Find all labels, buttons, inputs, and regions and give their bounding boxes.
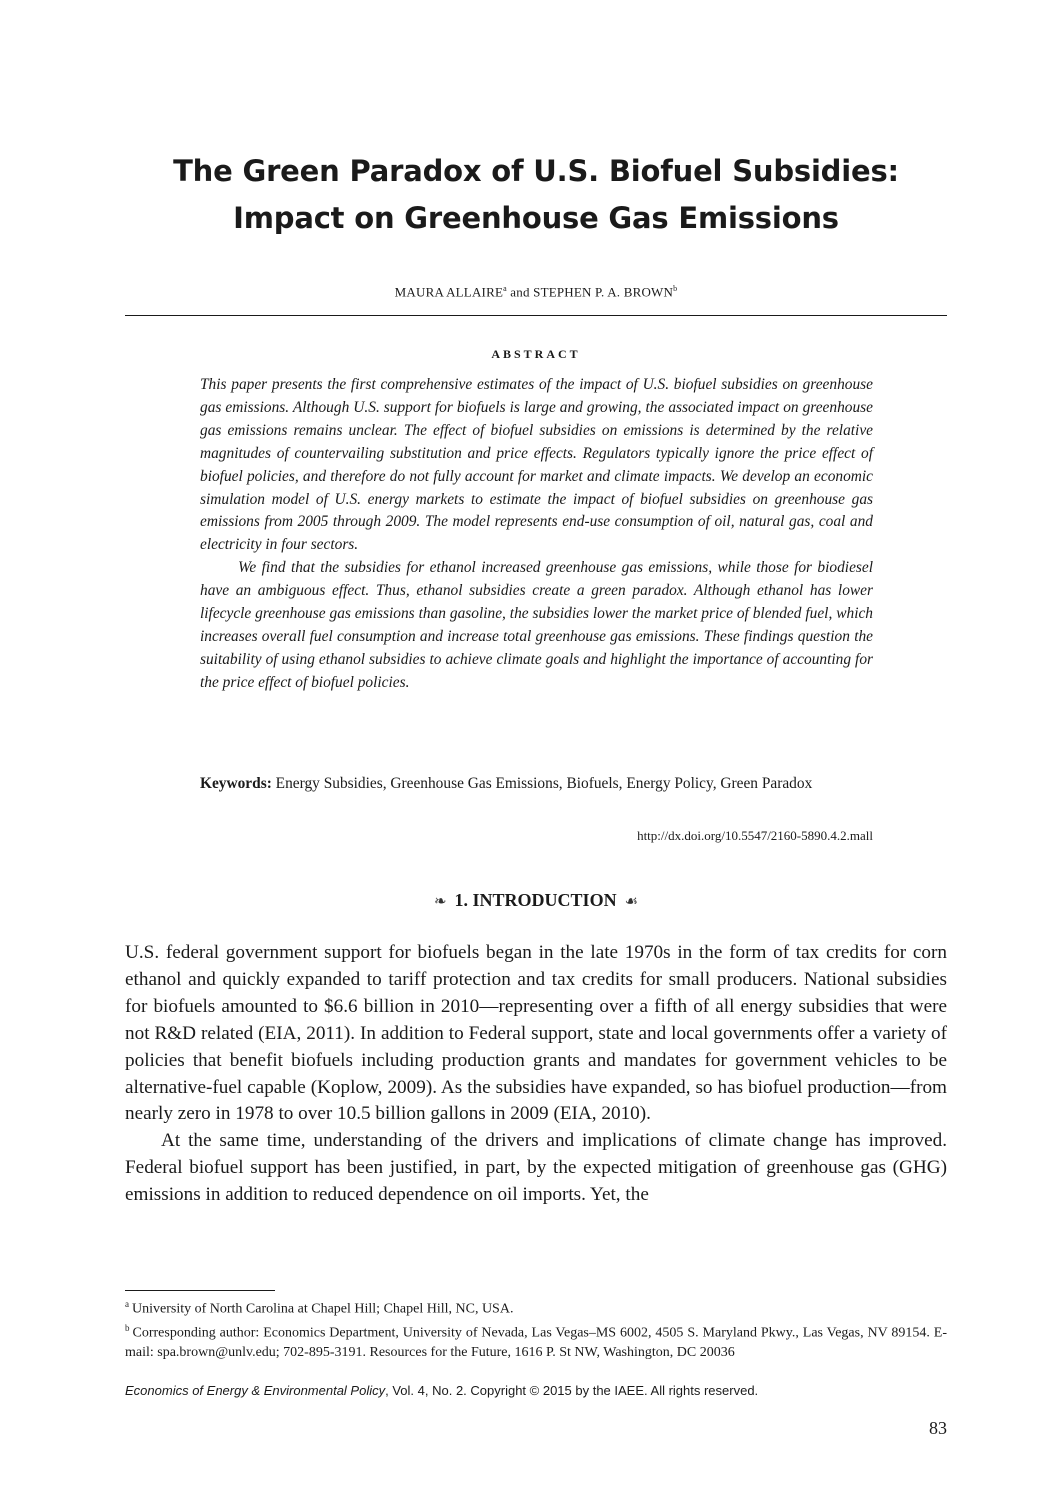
doi-link[interactable]: http://dx.doi.org/10.5547/2160-5890.4.2.mall [637,828,873,843]
footnote-b-text: Corresponding author: Economics Department, University of Nevada, Las Vegas–MS 6002, 4505 S. Maryland Pkwy., Las Vegas, NV 89154. E-mail: spa.brown@unlv.edu; 702-895-3191. Resources for the Future, 1616 P. St NW, Washington, DC 20036 [125,1325,947,1361]
keywords [200,773,873,795]
abstract-paragraph-2: We find that the subsidies for ethanol increased greenhouse gas emissions, while those for biodiesel have an ambiguous effect. Thus, ethanol subsidies create a green paradox. Although ethanol has lower lifecycle greenhouse gas emissions than gasoline, the subsidies lower the market price of blended fuel, which increases overall fuel consumption and increase total greenhouse gas emissions. These findings question the suitability of using ethanol subsidies to achieve climate goals and highlight the importance of accounting for the price effect of biofuel policies. [200,559,873,691]
author-2-affiliation-mark: b [673,284,678,293]
keywords-label: Keywords: [200,775,272,792]
intro-paragraph-2: At the same time, understanding of the drivers and implications of climate change has improved. Federal biofuel support has been justified, in part, by the expected mitigation of greenhouse gas (GHG) emissions in addition to reduced dependence on oil imports. Yet, the [125,1130,947,1206]
footnote-divider [125,1290,275,1291]
header-divider [125,315,947,316]
introduction-body [125,940,947,1209]
title-line-2: Impact on Greenhouse Gas Emissions [233,201,839,235]
author-line [125,284,947,300]
section-heading [125,890,947,911]
keywords-text: Energy Subsidies, Greenhouse Gas Emissions, Biofuels, Energy Policy, Green Paradox [271,775,813,792]
fleuron-left-icon: ❧ [433,894,447,910]
fleuron-right-icon: ☙ [624,894,639,910]
author-1-affiliation-mark: a [503,284,507,293]
footnote-b-mark: b [125,1323,130,1334]
title-line-1: The Green Paradox of U.S. Biofuel Subsidies: [173,154,899,188]
journal-name: Economics of Energy & Environmental Policy [125,1383,386,1398]
journal-citation [125,1383,758,1398]
page-number: 83 [929,1418,947,1438]
journal-copyright: , Vol. 4, No. 2. Copyright © 2015 by the IAEE. All rights reserved. [385,1383,759,1398]
abstract-body [200,374,873,695]
footnote-a-mark: a [125,1299,129,1309]
footnote-a [125,1295,947,1319]
footnote-a-text: University of North Carolina at Chapel Hill; Chapel Hill, NC, USA. [132,1301,514,1317]
author-1: MAURA ALLAIRE [394,284,504,300]
footnotes [125,1295,947,1363]
abstract-paragraph-1: This paper presents the first comprehensive estimates of the impact of U.S. biofuel subsidies on greenhouse gas emissions. Although U.S. support for biofuels is large and growing, the associated impact on greenhouse gas emissions remains unclear. The effect of biofuel subsidies on emissions is determined by the relative magnitudes of countervailing substitution and price effects. Regulators typically ignore the price effect of biofuel policies, and therefore do not fully account for market and climate impacts. We develop an economic simulation model of U.S. energy markets to estimate the impact of biofuel subsidies on greenhouse gas emissions from 2005 through 2009. The model represents end-use consumption of oil, natural gas, coal and electricity in four sectors. [200,376,873,554]
author-2: STEPHEN P. A. BROWN [533,284,674,300]
intro-paragraph-1: U.S. federal government support for biofuels began in the late 1970s in the form of tax credits for corn ethanol and quickly expanded to tariff protection and tax credits for small producers. National subsidies for biofuels amounted to $6.6 billion in 2010—representing over a fifth of all energy subsidies that were not R&D related (EIA, 2011). In addition to Federal support, state and local governments offer a variety of policies that benefit biofuels including production grants and mandates for government vehicles to be alternative-fuel capable (Koplow, 2009). As the subsidies have expanded, so has biofuel production—from nearly zero in 1978 to over 10.5 billion gallons in 2009 (EIA, 2010). [125,942,947,1125]
author-connector: and [506,284,534,300]
section-title: 1. INTRODUCTION [454,890,617,910]
abstract-heading: ABSTRACT [491,347,581,361]
paper-title [125,148,947,242]
footnote-b [125,1319,947,1363]
